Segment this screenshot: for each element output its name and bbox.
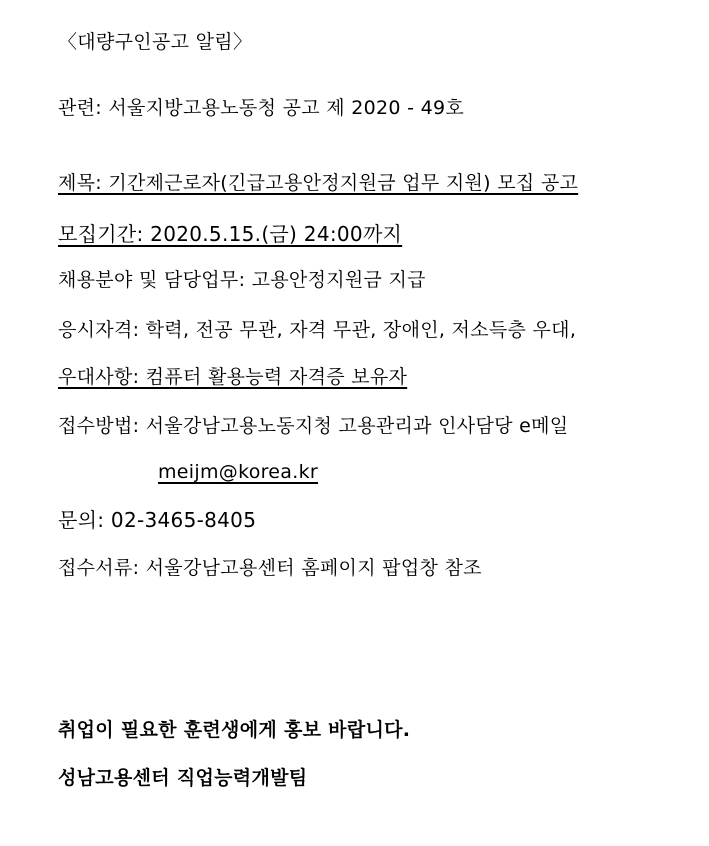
qualification-line: 응시자격: 학력, 전공 무관, 자격 무관, 장애인, 저소득층 우대,: [58, 319, 577, 341]
notice-heading: 〈대량구인공고 알림〉: [58, 31, 253, 53]
email-link[interactable]: meijm@korea.kr: [158, 461, 318, 483]
application-method-line: 접수방법: 서울강남고용노동지청 고용관리과 인사담당 e메일: [58, 415, 569, 437]
contact-line: 문의: 02-3465-8405: [58, 508, 257, 532]
subject-line: 제목: 기간제근로자(긴급고용안정지원금 업무 지원) 모집 공고: [58, 172, 579, 194]
documents-line: 접수서류: 서울강남고용센터 홈페이지 팝업창 참조: [58, 557, 482, 579]
related-notice-line: 관련: 서울지방고용노동청 공고 제 2020 - 49호: [58, 97, 465, 119]
field-and-duty-line: 채용분야 및 담당업무: 고용안정지원금 지급: [58, 269, 426, 291]
promotion-request-line: 취업이 필요한 훈련생에게 홍보 바랍니다.: [58, 719, 411, 741]
recruitment-period-line: 모집기간: 2020.5.15.(금) 24:00까지: [58, 222, 403, 246]
preference-line: 우대사항: 컴퓨터 활용능력 자격증 보유자: [58, 366, 408, 388]
sender-line: 성남고용센터 직업능력개발팀: [58, 767, 308, 789]
